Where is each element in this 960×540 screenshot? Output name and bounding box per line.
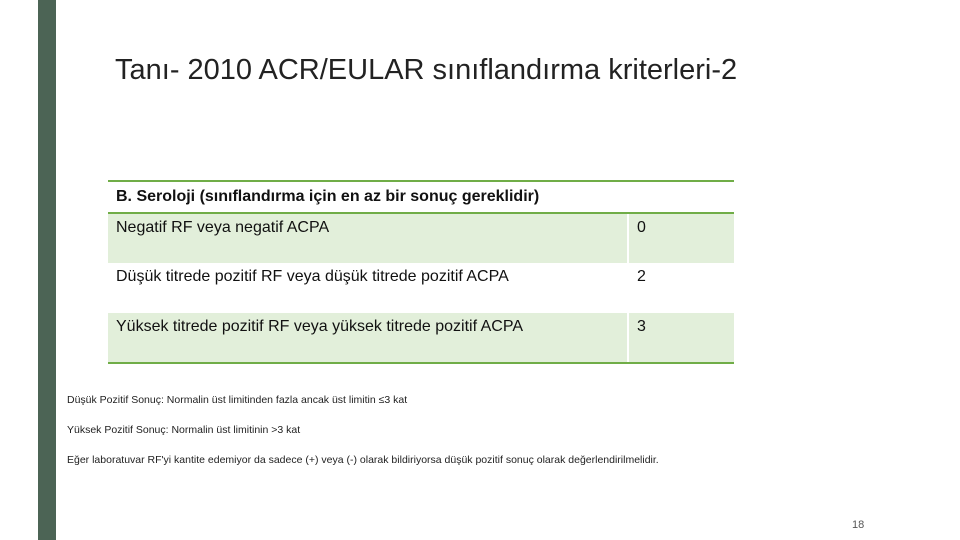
criterion-label: Yüksek titrede pozitif RF veya yüksek titrede pozitif ACPA: [108, 313, 628, 363]
table-row: [108, 213, 734, 263]
table-row: [108, 313, 734, 363]
accent-bar: [38, 0, 56, 540]
criterion-score: 0: [628, 213, 734, 263]
page-number: 18: [852, 519, 865, 531]
footnote-low-positive: Düşük Pozitif Sonuç: Normalin üst limitinden fazla ancak üst limitin ≤3 kat: [67, 394, 408, 406]
criterion-score: 2: [637, 268, 646, 285]
criterion-label: Düşük titrede pozitif RF veya düşük titrede pozitif ACPA: [108, 263, 628, 313]
table-header: B. Seroloji (sınıflandırma için en az bir sonuç gereklidir): [108, 181, 734, 213]
serology-criteria-table: [108, 180, 734, 364]
criterion-label: Negatif RF veya negatif ACPA: [108, 213, 628, 263]
table-row: [108, 263, 734, 313]
footnote-qualitative-rf: Eğer laboratuvar RF'yi kantite edemiyor da sadece (+) veya (-) olarak bildiriyorsa düşük pozitif sonuç olarak değerlendirilmelidir.: [67, 454, 659, 466]
slide-title: Tanı- 2010 ACR/EULAR sınıflandırma kriterleri-2: [115, 54, 738, 86]
footnote-high-positive: Yüksek Pozitif Sonuç: Normalin üst limitinin >3 kat: [67, 424, 301, 436]
criterion-score: 3: [628, 313, 734, 363]
